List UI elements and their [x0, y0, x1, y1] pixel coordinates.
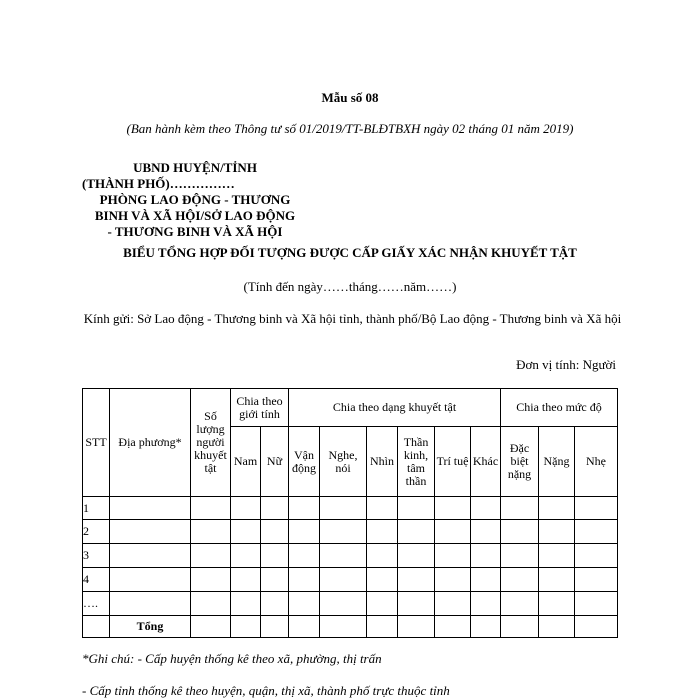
row-stt	[83, 616, 110, 638]
header-by-severity: Chia theo mức độ	[501, 389, 618, 427]
recipient-line: Kính gửi: Sở Lao động - Thương binh và Xã hội tỉnh, thành phố/Bộ Lao động - Thương binh và Xã hội	[83, 311, 622, 326]
agency-line-1: UBND HUYỆN/TỈNH	[133, 160, 257, 175]
header-male: Nam	[231, 427, 261, 497]
header-stt: STT	[83, 389, 110, 497]
issuance-note: (Ban hành kèm theo Thông tư số 01/2019/TT-BLĐTBXH ngày 02 tháng 01 năm 2019)	[126, 121, 574, 136]
header-hearing-speech: Nghe, nói	[320, 427, 367, 497]
report-title: BIỂU TỔNG HỢP ĐỐI TƯỢNG ĐƯỢC CẤP GIẤY XÁC NHẬN KHUYẾT TẬT	[123, 245, 577, 260]
unit-label: Đơn vị tính: Người	[516, 357, 616, 372]
agency-line-3: PHÒNG LAO ĐỘNG - THƯƠNG	[99, 192, 291, 207]
header-locality: Địa phương*	[110, 389, 191, 497]
row-stt: 2	[83, 520, 110, 544]
agency-line-4: BINH VÀ XÃ HỘI/SỞ LAO ĐỘNG	[94, 208, 296, 223]
header-vision: Nhìn	[367, 427, 398, 497]
table-row	[83, 568, 618, 592]
row-locality	[110, 520, 191, 544]
note-province: - Cấp tỉnh thống kê theo huyện, quận, thị xã, thành phố trực thuộc tỉnh	[82, 683, 450, 698]
as-of-date: (Tính đến ngày……tháng……năm……)	[243, 279, 457, 294]
row-stt: 3	[83, 544, 110, 568]
header-by-sex: Chia theo giới tính	[231, 389, 289, 427]
header-female: Nữ	[261, 427, 289, 497]
table-row	[83, 520, 618, 544]
row-stt: 1	[83, 497, 110, 520]
header-other: Khác	[471, 427, 501, 497]
header-by-type: Chia theo dạng khuyết tật	[289, 389, 501, 427]
header-intellectual: Trí tuệ	[435, 427, 471, 497]
summary-table	[82, 388, 618, 638]
header-count: Số lượng người khuyết tật	[191, 389, 231, 497]
table-body	[83, 497, 618, 638]
table-row	[83, 497, 618, 520]
header-very-severe: Đặc biệt nặng	[501, 427, 539, 497]
header-mild: Nhẹ	[575, 427, 618, 497]
header-severe: Nặng	[539, 427, 575, 497]
total-label: Tổng	[110, 616, 191, 638]
row-stt: 4	[83, 568, 110, 592]
row-locality	[110, 544, 191, 568]
table-row	[83, 544, 618, 568]
header-mental: Thần kinh, tâm thần	[398, 427, 435, 497]
agency-line-2: (THÀNH PHỐ)……………	[82, 176, 235, 191]
agency-block	[80, 160, 310, 240]
total-row	[83, 616, 618, 638]
row-locality	[110, 568, 191, 592]
form-number: Mẫu số 08	[321, 90, 379, 105]
note-district: *Ghi chú: - Cấp huyện thống kê theo xã, phường, thị trấn	[82, 651, 382, 666]
row-locality	[110, 592, 191, 616]
row-stt: ….	[83, 592, 110, 616]
agency-line-5: - THƯƠNG BINH VÀ XÃ HỘI	[107, 224, 283, 239]
row-locality	[110, 497, 191, 520]
table-row	[83, 592, 618, 616]
header-mobility: Vận động	[289, 427, 320, 497]
